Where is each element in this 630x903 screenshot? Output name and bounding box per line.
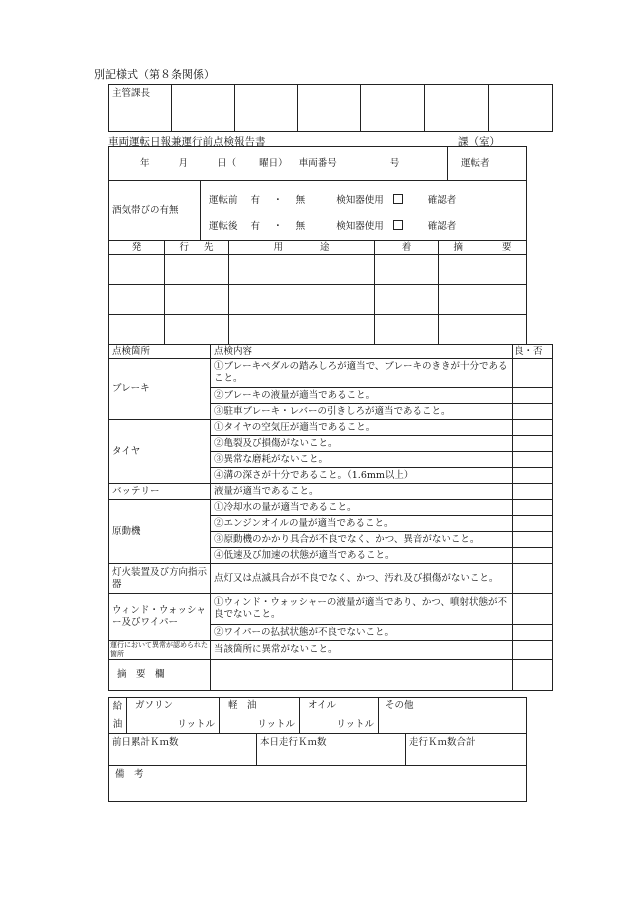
insp-engine-4: ④低速及び加速の状態が適当であること。 bbox=[211, 548, 513, 564]
trip-cell[interactable] bbox=[229, 285, 375, 315]
fuel-gasoline: ガソリン bbox=[135, 700, 174, 711]
trip-cell[interactable] bbox=[165, 255, 229, 285]
page-title: 車両運転日報兼運行前点検報告書 bbox=[108, 136, 266, 148]
info-year: 年 bbox=[140, 157, 150, 169]
trip-header-hatsu: 発 bbox=[109, 241, 165, 255]
result-cell[interactable] bbox=[513, 641, 553, 660]
insp-brake: ブレーキ bbox=[109, 359, 211, 420]
insp-h-place: 点検箇所 bbox=[109, 345, 211, 359]
info-driver: 運転者 bbox=[461, 157, 490, 169]
info-month: 月 bbox=[178, 157, 189, 169]
insp-tire-2: ②亀裂及び損傷がないこと。 bbox=[211, 436, 513, 452]
insp-tire-4: ④溝の深さが十分であること。（1.6mm以上） bbox=[211, 468, 513, 484]
insp-lights-1: 点灯又は点滅具合が不良でなく、かつ、汚れ及び損傷がないこと。 bbox=[211, 564, 513, 594]
alcohol-label: 酒気帯びの有無 bbox=[109, 181, 201, 241]
insp-washer-1: ①ウィンド・ウォッシャーの液量が適当であり、かつ、噴射状態が不良でないこと。 bbox=[211, 594, 513, 625]
result-cell[interactable] bbox=[513, 484, 553, 500]
mileage-today: 本日走行Ｋｍ数 bbox=[257, 734, 406, 766]
alcohol-detector: 検知器使用 bbox=[336, 194, 384, 206]
insp-tire-3: ③異常な磨耗がないこと。 bbox=[211, 452, 513, 468]
insp-abnormal: 運行において異常が認められた箇所 bbox=[109, 641, 211, 660]
trip-cell[interactable] bbox=[439, 255, 527, 285]
result-cell[interactable] bbox=[513, 404, 553, 420]
fuel-diesel: 軽 油 bbox=[228, 700, 257, 711]
insp-engine: 原動機 bbox=[109, 500, 211, 564]
fuel-liter: リットル bbox=[336, 719, 374, 731]
alcohol-no[interactable]: 無 bbox=[295, 194, 306, 206]
result-cell[interactable] bbox=[513, 420, 553, 436]
insp-lights: 灯火装置及び方向指示器 bbox=[109, 564, 211, 594]
trip-cell[interactable] bbox=[375, 315, 439, 345]
trip-cell[interactable] bbox=[375, 255, 439, 285]
result-cell[interactable] bbox=[513, 500, 553, 516]
alcohol-dot: ・ bbox=[273, 194, 283, 206]
trip-cell[interactable] bbox=[109, 315, 165, 345]
trip-header-saki: 先 bbox=[204, 241, 214, 253]
insp-engine-2: ②エンジンオイルの量が適当であること。 bbox=[211, 516, 513, 532]
result-cell[interactable] bbox=[513, 468, 553, 484]
alcohol-checker: 確認者 bbox=[427, 220, 457, 232]
info-vehicle-no: 車両番号 bbox=[298, 157, 337, 169]
remarks-col-label: 摘 要 欄 bbox=[109, 659, 211, 690]
result-cell[interactable] bbox=[513, 594, 553, 625]
mileage-total: 走行Ｋｍ数合計 bbox=[406, 734, 527, 766]
alcohol-checker: 確認者 bbox=[427, 194, 457, 206]
trip-header-yo: 用 bbox=[273, 241, 283, 253]
insp-brake-2: ②ブレーキの液量が適当であること。 bbox=[211, 388, 513, 404]
trip-cell[interactable] bbox=[439, 285, 527, 315]
result-cell[interactable] bbox=[513, 564, 553, 594]
insp-brake-3: ③駐車ブレーキ・レバーの引きしろが適当であること。 bbox=[211, 404, 513, 420]
approval-cell[interactable] bbox=[172, 85, 235, 132]
inspection-table bbox=[108, 344, 553, 691]
trip-cell[interactable] bbox=[375, 285, 439, 315]
result-cell[interactable] bbox=[513, 452, 553, 468]
approval-cell[interactable] bbox=[489, 85, 553, 132]
trip-header-iki: 行 bbox=[179, 241, 189, 253]
dept-label: 課（室） bbox=[458, 136, 500, 148]
info-weekday: 曜日） bbox=[259, 157, 288, 169]
result-cell[interactable] bbox=[513, 548, 553, 564]
remarks-col-cell[interactable] bbox=[513, 659, 553, 690]
result-cell[interactable] bbox=[513, 532, 553, 548]
insp-brake-1: ①ブレーキペダルの踏みしろが適当で、ブレーキのききが十分であること。 bbox=[211, 359, 513, 388]
insp-tire-1: ①タイヤの空気圧が適当であること。 bbox=[211, 420, 513, 436]
result-cell[interactable] bbox=[513, 359, 553, 388]
trip-cell[interactable] bbox=[229, 255, 375, 285]
insp-h-content: 点検内容 bbox=[211, 345, 513, 359]
insp-engine-3: ③原動機のかかり具合が不良でなく、かつ、異音がないこと。 bbox=[211, 532, 513, 548]
insp-tire: タイヤ bbox=[109, 420, 211, 484]
fuel-liter: リットル bbox=[257, 719, 295, 731]
alcohol-yes[interactable]: 有 bbox=[250, 220, 261, 232]
fuel-yu: 油 bbox=[112, 718, 123, 730]
fuel-oil: オイル bbox=[308, 700, 337, 711]
alcohol-after-row bbox=[209, 220, 456, 233]
alcohol-before-row bbox=[209, 194, 456, 207]
insp-h-result: 良・否 bbox=[513, 345, 553, 359]
fuel-kyu: 給 bbox=[112, 700, 123, 712]
trip-header-yoo: 要 bbox=[502, 241, 512, 253]
alcohol-detector: 検知器使用 bbox=[336, 220, 384, 232]
approval-cell[interactable] bbox=[235, 85, 298, 132]
info-day: 日（ bbox=[217, 157, 237, 169]
result-cell[interactable] bbox=[513, 516, 553, 532]
main-log-table bbox=[108, 146, 527, 241]
fuel-other: その他 bbox=[385, 700, 414, 711]
insp-engine-1: ①冷却水の量が適当であること。 bbox=[211, 500, 513, 516]
insp-washer-2: ②ワイパーの払拭状態が不良でないこと。 bbox=[211, 625, 513, 641]
alcohol-after: 運転後 bbox=[209, 220, 238, 232]
approval-cell[interactable] bbox=[298, 85, 361, 132]
trip-cell[interactable] bbox=[109, 255, 165, 285]
approval-cell[interactable] bbox=[425, 85, 489, 132]
detector-checkbox[interactable] bbox=[393, 194, 403, 204]
trip-table bbox=[108, 240, 527, 345]
approval-cell-chief: 主管課長 bbox=[109, 85, 172, 132]
trip-header-teki: 摘 bbox=[453, 241, 463, 253]
alcohol-no[interactable]: 無 bbox=[295, 220, 306, 232]
approval-cell[interactable] bbox=[361, 85, 425, 132]
mileage-table bbox=[108, 733, 527, 802]
insp-battery-1: 液量が適当であること。 bbox=[211, 484, 513, 500]
insp-battery: バッテリー bbox=[109, 484, 211, 500]
form-label: 別記様式（第８条関係） bbox=[94, 68, 215, 81]
trip-cell[interactable] bbox=[229, 315, 375, 345]
alcohol-yes[interactable]: 有 bbox=[250, 194, 261, 206]
alcohol-before: 運転前 bbox=[209, 194, 238, 206]
insp-abnormal-1: 当該箇所に異常がないこと。 bbox=[211, 641, 513, 660]
fuel-liter: リットル bbox=[177, 719, 215, 731]
insp-washer: ウィンド・ウォッシャー及びワイパー bbox=[109, 594, 211, 641]
notes-label: 備 考 bbox=[109, 766, 527, 802]
trip-cell[interactable] bbox=[109, 285, 165, 315]
result-cell[interactable] bbox=[513, 436, 553, 452]
approval-table bbox=[108, 84, 553, 132]
trip-cell[interactable] bbox=[165, 315, 229, 345]
remarks-col-cell[interactable] bbox=[211, 659, 513, 690]
trip-cell[interactable] bbox=[165, 285, 229, 315]
trip-cell[interactable] bbox=[439, 315, 527, 345]
mileage-prev: 前日累計Ｋｍ数 bbox=[109, 734, 257, 766]
result-cell[interactable] bbox=[513, 388, 553, 404]
trip-header-to: 途 bbox=[320, 241, 330, 253]
info-go: 号 bbox=[389, 157, 400, 169]
trip-header-chaku: 着 bbox=[375, 241, 439, 255]
result-cell[interactable] bbox=[513, 625, 553, 641]
alcohol-dot: ・ bbox=[273, 220, 283, 232]
detector-checkbox[interactable] bbox=[393, 220, 403, 230]
fuel-table bbox=[108, 697, 527, 734]
